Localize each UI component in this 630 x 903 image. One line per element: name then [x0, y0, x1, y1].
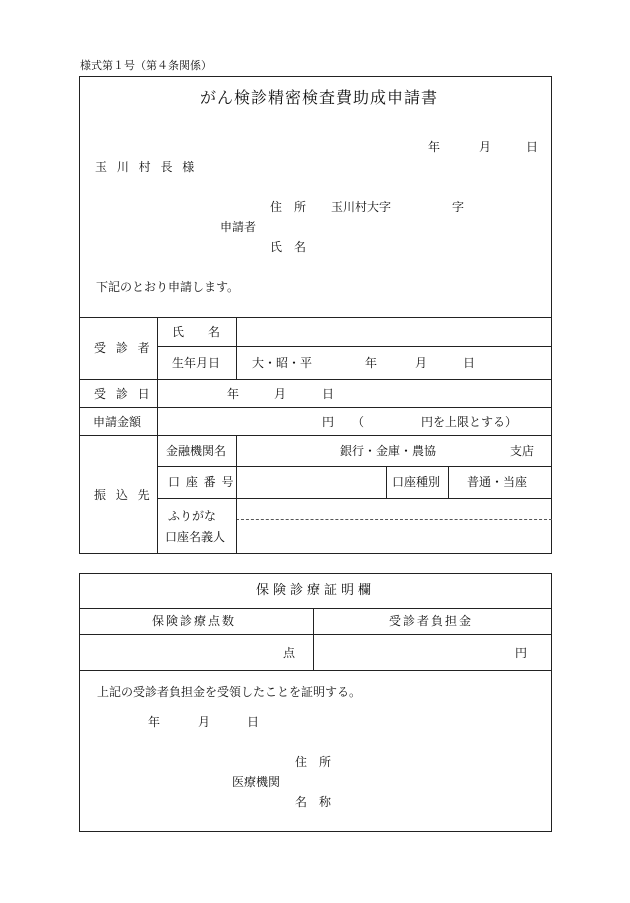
amount-paren-open: （: [352, 415, 365, 429]
points-unit: 点: [283, 646, 296, 660]
form-title: がん検診精密検査費助成申請書: [200, 88, 439, 107]
applicant-label: 申請者: [220, 220, 257, 234]
copay-unit: 円: [515, 646, 528, 660]
statement: 下記のとおり申請します。: [96, 280, 240, 294]
examinee-label: 受 診 者: [94, 341, 153, 355]
branch-label: 支店: [510, 444, 535, 458]
exam-year: 年: [227, 387, 240, 401]
amount-limit: 円を上限とする）: [421, 415, 518, 429]
date-day: 日: [526, 140, 539, 154]
cert-statement: 上記の受診者負担金を受領したことを証明する。: [97, 685, 362, 699]
cert-day: 日: [247, 715, 260, 729]
amount-label: 申請金額: [93, 415, 142, 429]
cert-year: 年: [148, 715, 161, 729]
form-number: 様式第１号（第４条関係）: [80, 59, 212, 72]
account-number-label: 口 座 番 号: [168, 475, 235, 489]
applicant-name-label: 氏 名: [270, 240, 307, 254]
cert-name-label: 名 称: [295, 795, 332, 809]
dob-era: 大・昭・平: [252, 356, 313, 370]
copay-header: 受診者負担金: [389, 614, 474, 628]
addressee: 玉 川 村 長 様: [95, 160, 198, 174]
dob-label: 生年月日: [172, 356, 221, 370]
applicant-aza: 字: [452, 200, 465, 214]
exam-date-label: 受 診 日: [94, 387, 153, 401]
cert-month: 月: [198, 715, 211, 729]
account-type-label: 口座種別: [392, 475, 441, 489]
date-year: 年: [428, 140, 441, 154]
exam-month: 月: [274, 387, 287, 401]
applicant-address-value: 玉川村大字: [331, 200, 392, 214]
exam-day: 日: [322, 387, 335, 401]
dob-year: 年: [365, 356, 378, 370]
applicant-address-label: 住 所: [270, 200, 307, 214]
furigana-label: ふりがな: [168, 509, 217, 523]
points-header: 保険診療点数: [152, 614, 237, 628]
account-type-value: 普通・当座: [467, 475, 528, 489]
dob-day: 日: [463, 356, 476, 370]
transfer-label: 振 込 先: [94, 488, 153, 502]
amount-yen: 円: [322, 415, 335, 429]
certification-section: [79, 573, 552, 832]
cert-address-label: 住 所: [295, 755, 332, 769]
bank-types: 銀行・金庫・農協: [340, 444, 437, 458]
bank-label: 金融機関名: [166, 444, 227, 458]
examinee-name-label: 氏 名: [172, 325, 221, 339]
institution-label: 医療機関: [232, 775, 281, 789]
date-month: 月: [479, 140, 492, 154]
cert-title: 保険診療証明欄: [256, 583, 376, 598]
dob-month: 月: [415, 356, 428, 370]
account-holder-label: 口座名義人: [165, 530, 226, 544]
